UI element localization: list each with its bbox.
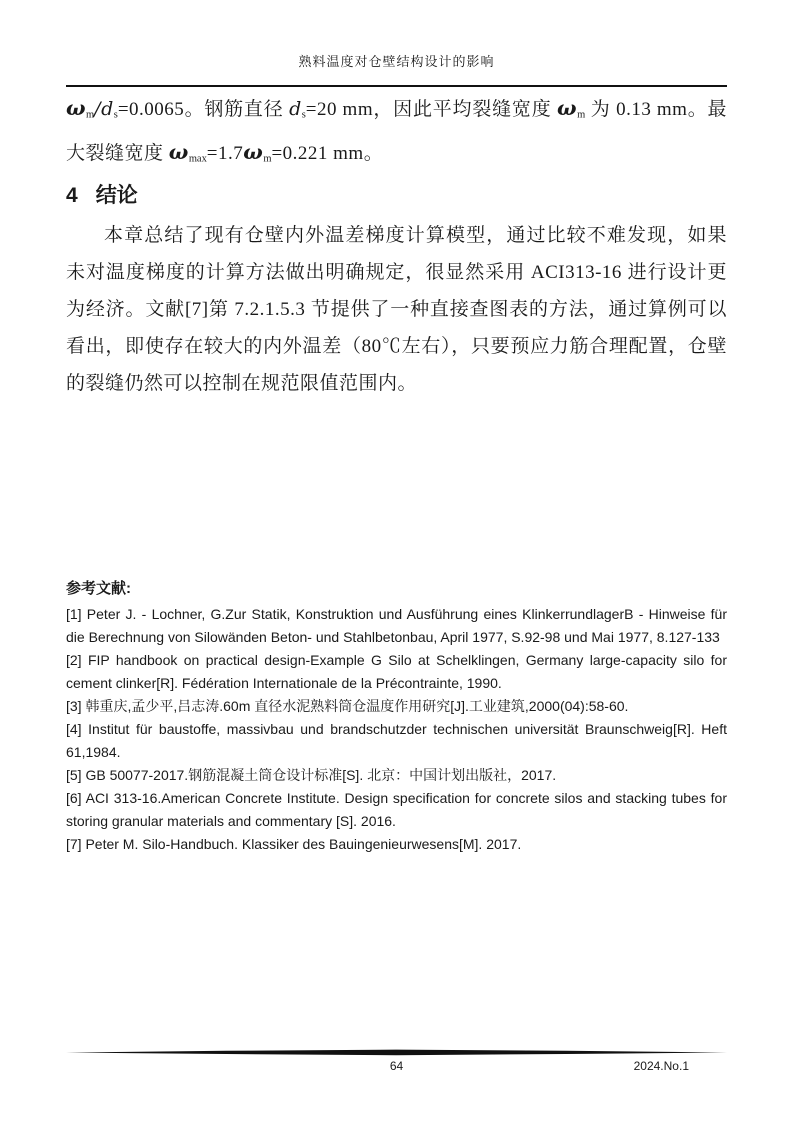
footer-rule — [66, 1049, 727, 1056]
formula-sub: max — [188, 153, 207, 165]
formula-var: / — [94, 98, 102, 120]
formula-omega: ω — [243, 139, 264, 164]
reference-item: [4] Institut für baustoffe, massivbau und brandschutzder technischen universität Braunschweig[R]. Heft 61,1984. — [66, 721, 727, 761]
reference-item: [5] GB 50077-2017.钢筋混凝土筒仓设计标准[S]. 北京：中国计划出版社，2017. — [66, 767, 557, 784]
formula-var: d — [101, 98, 114, 120]
section-heading — [66, 181, 727, 211]
formula-var: d — [289, 98, 302, 120]
conclusion-paragraph: 本章总结了现有仓壁内外温差梯度计算模型，通过比较不难发现，如果未对温度梯度的计算方法做出明确规定，很显然采用 ACI313-16 进行设计更为经济。文献[7]第 7.2.1.5.3 节提供了一种直接查图表的方法，通过算例可以看出，即使存在较大的内外温差（80℃左右），只要预应力筋合理配置，仓壁的裂缝仍然可以控制在规范限值范围内。 — [66, 225, 727, 395]
issue-label: 2024.No.1 — [633, 1059, 689, 1073]
formula-sub: m — [263, 153, 272, 165]
formula-text: =1.7 — [206, 142, 244, 164]
page-footer — [66, 1058, 727, 1074]
section-number: 4 — [66, 184, 78, 208]
formula-text: =0.221 mm。 — [271, 142, 384, 164]
formula-sub: m — [577, 109, 586, 121]
reference-item: [7] Peter M. Silo-Handbuch. Klassiker des Bauingenieurwesens[M]. 2017. — [66, 836, 522, 853]
formula-omega: ω — [557, 96, 578, 120]
formula-paragraph — [66, 90, 727, 177]
references-heading: 参考文献: — [66, 580, 131, 598]
reference-item: [2] FIP handbook on practical design-Example G Silo at Schelklingen, Germany large-capacity silo for cement clinker[R]. Fédération Internationale de la Précontrainte, 1990. — [66, 652, 727, 692]
formula-sub: s — [113, 109, 118, 121]
reference-item: [6] ACI 313-16.American Concrete Institute. Design specification for concrete silos and stacking tubes for storing granular materials and commentary [S]. 2016. — [66, 790, 727, 830]
references-list — [66, 603, 727, 856]
reference-item: [1] Peter J. - Lochner, G.Zur Statik, Konstruktion und Ausführung eines KlinkerrundlagerB - Hinweise für die Berechnung von Silowänden Beton- und Stahlbetonbau, April 1977, S.92-98 und Mai 1977, 8.127-133 — [66, 606, 727, 646]
formula-omega: ω — [168, 139, 189, 164]
formula-text: =20 mm，因此平均裂缝宽度 — [305, 99, 558, 120]
formula-omega: ω — [66, 96, 87, 120]
page-number: 64 — [389, 1059, 404, 1073]
formula-text: =0.0065。钢筋直径 — [117, 99, 290, 120]
formula-sub: m — [86, 109, 95, 121]
formula-sub: s — [301, 109, 306, 121]
section-title: 结论 — [95, 184, 138, 208]
reference-item: [3] 韩重庆,孟少平,吕志涛.60m 直径水泥熟料筒仓温度作用研究[J].工业建筑,2000(04):58-60. — [66, 698, 629, 715]
running-header-title: 熟料温度对仓壁结构设计的影响 — [298, 54, 495, 69]
header-rule — [66, 85, 727, 87]
formula-text: 为 0.13 mm。最大裂缝宽度 — [66, 99, 728, 164]
